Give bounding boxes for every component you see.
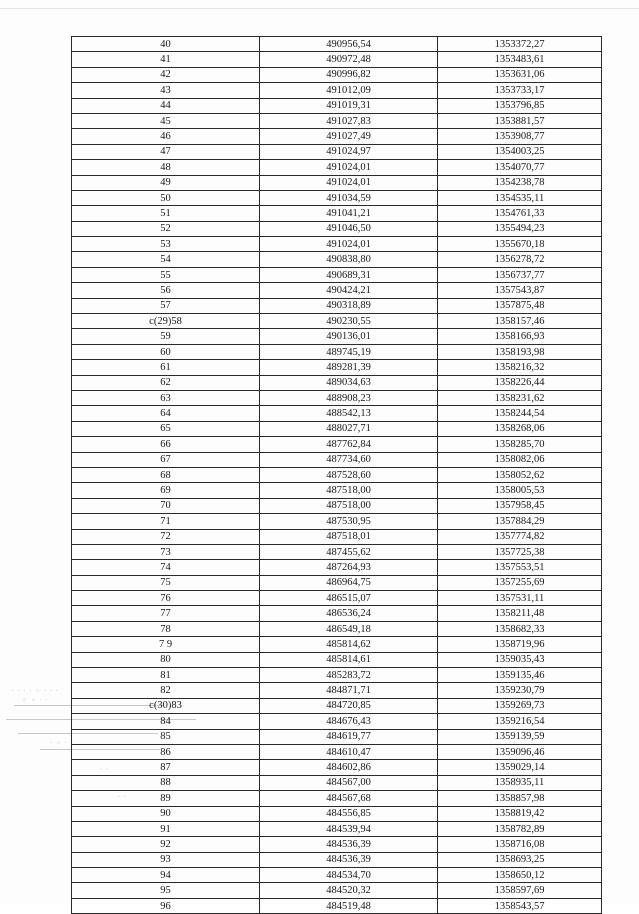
x-coordinate-cell: 491027,49 — [260, 129, 438, 144]
point-number-cell: 88 — [72, 775, 260, 790]
y-coordinate-cell: 1359096,46 — [438, 744, 602, 759]
table-row — [72, 498, 602, 513]
point-number-cell: 65 — [72, 421, 260, 436]
x-coordinate-cell: 490136,01 — [260, 329, 438, 344]
x-coordinate-cell: 484602,86 — [260, 760, 438, 775]
scan-noise: · ⁘ · · — [50, 740, 74, 747]
table-row — [72, 621, 602, 636]
point-number-cell: 93 — [72, 852, 260, 867]
point-number-cell: 96 — [72, 898, 260, 913]
point-number-cell: 84 — [72, 714, 260, 729]
table-row — [72, 868, 602, 883]
point-number-cell: 42 — [72, 67, 260, 82]
table-row — [72, 52, 602, 67]
x-coordinate-cell: 487455,62 — [260, 544, 438, 559]
point-number-cell: 46 — [72, 129, 260, 144]
point-number-cell: 53 — [72, 237, 260, 252]
y-coordinate-cell: 1357774,82 — [438, 529, 602, 544]
point-number-cell: 59 — [72, 329, 260, 344]
table-row — [72, 206, 602, 221]
table-row — [72, 329, 602, 344]
y-coordinate-cell: 1358082,06 — [438, 452, 602, 467]
y-coordinate-cell: 1358682,33 — [438, 621, 602, 636]
x-coordinate-cell: 489281,39 — [260, 360, 438, 375]
table-row — [72, 806, 602, 821]
y-coordinate-cell: 1359139,59 — [438, 729, 602, 744]
table-row — [72, 37, 602, 52]
x-coordinate-cell: 484567,00 — [260, 775, 438, 790]
y-coordinate-cell: 1358005,53 — [438, 483, 602, 498]
y-coordinate-cell: 1358052,62 — [438, 467, 602, 482]
table-row — [72, 237, 602, 252]
x-coordinate-cell: 489034,63 — [260, 375, 438, 390]
x-coordinate-cell: 490230,55 — [260, 314, 438, 329]
y-coordinate-cell: 1359135,46 — [438, 668, 602, 683]
point-number-cell: 44 — [72, 98, 260, 113]
point-number-cell: 41 — [72, 52, 260, 67]
coordinates-table — [71, 36, 602, 914]
x-coordinate-cell: 491012,09 — [260, 83, 438, 98]
x-coordinate-cell: 490972,48 — [260, 52, 438, 67]
scan-noise: · · — [100, 766, 109, 773]
table-row — [72, 344, 602, 359]
table-row — [72, 98, 602, 113]
table-row — [72, 483, 602, 498]
table-row — [72, 591, 602, 606]
point-number-cell: 52 — [72, 221, 260, 236]
point-number-cell: с(30)83 — [72, 698, 260, 713]
point-number-cell: 45 — [72, 113, 260, 128]
point-number-cell: 49 — [72, 175, 260, 190]
point-number-cell: 70 — [72, 498, 260, 513]
y-coordinate-cell: 1353908,77 — [438, 129, 602, 144]
x-coordinate-cell: 484676,43 — [260, 714, 438, 729]
x-coordinate-cell: 486549,18 — [260, 621, 438, 636]
x-coordinate-cell: 484536,39 — [260, 837, 438, 852]
table-row — [72, 221, 602, 236]
point-number-cell: 57 — [72, 298, 260, 313]
point-number-cell: 72 — [72, 529, 260, 544]
x-coordinate-cell: 485814,61 — [260, 652, 438, 667]
table-row — [72, 883, 602, 898]
point-number-cell: 81 — [72, 668, 260, 683]
table-row — [72, 314, 602, 329]
point-number-cell: 90 — [72, 806, 260, 821]
x-coordinate-cell: 487762,84 — [260, 437, 438, 452]
x-coordinate-cell: 484720,85 — [260, 698, 438, 713]
y-coordinate-cell: 1358719,96 — [438, 637, 602, 652]
point-number-cell: 95 — [72, 883, 260, 898]
y-coordinate-cell: 1357531,11 — [438, 591, 602, 606]
y-coordinate-cell: 1354761,33 — [438, 206, 602, 221]
x-coordinate-cell: 490318,89 — [260, 298, 438, 313]
table-row — [72, 252, 602, 267]
table-row — [72, 390, 602, 405]
table-row — [72, 606, 602, 621]
point-number-cell: 82 — [72, 683, 260, 698]
point-number-cell: 89 — [72, 791, 260, 806]
point-number-cell: 94 — [72, 868, 260, 883]
x-coordinate-cell: 487518,00 — [260, 498, 438, 513]
table-row — [72, 775, 602, 790]
table-row — [72, 83, 602, 98]
x-coordinate-cell: 484556,85 — [260, 806, 438, 821]
x-coordinate-cell: 487528,60 — [260, 467, 438, 482]
table-row — [72, 529, 602, 544]
y-coordinate-cell: 1353796,85 — [438, 98, 602, 113]
x-coordinate-cell: 488908,23 — [260, 390, 438, 405]
x-coordinate-cell: 484520,32 — [260, 883, 438, 898]
point-number-cell: 48 — [72, 160, 260, 175]
point-number-cell: 78 — [72, 621, 260, 636]
y-coordinate-cell: 1354535,11 — [438, 190, 602, 205]
point-number-cell: 62 — [72, 375, 260, 390]
table-row — [72, 175, 602, 190]
coordinates-table-body — [72, 37, 602, 914]
y-coordinate-cell: 1357884,29 — [438, 514, 602, 529]
point-number-cell: 55 — [72, 267, 260, 282]
x-coordinate-cell: 491024,01 — [260, 160, 438, 175]
x-coordinate-cell: 486536,24 — [260, 606, 438, 621]
point-number-cell: 60 — [72, 344, 260, 359]
table-row — [72, 821, 602, 836]
table-row — [72, 898, 602, 913]
x-coordinate-cell: 490996,82 — [260, 67, 438, 82]
x-coordinate-cell: 484610,47 — [260, 744, 438, 759]
table-row — [72, 360, 602, 375]
table-row — [72, 437, 602, 452]
point-number-cell: 63 — [72, 390, 260, 405]
y-coordinate-cell: 1353372,27 — [438, 37, 602, 52]
x-coordinate-cell: 484534,70 — [260, 868, 438, 883]
x-coordinate-cell: 484536,39 — [260, 852, 438, 867]
y-coordinate-cell: 1358650,12 — [438, 868, 602, 883]
y-coordinate-cell: 1358157,46 — [438, 314, 602, 329]
y-coordinate-cell: 1358231,62 — [438, 390, 602, 405]
point-number-cell: с(29)58 — [72, 314, 260, 329]
table-row — [72, 744, 602, 759]
x-coordinate-cell: 485814,62 — [260, 637, 438, 652]
x-coordinate-cell: 484619,77 — [260, 729, 438, 744]
y-coordinate-cell: 1358693,25 — [438, 852, 602, 867]
y-coordinate-cell: 1358716,08 — [438, 837, 602, 852]
table-row — [72, 668, 602, 683]
x-coordinate-cell: 491024,01 — [260, 237, 438, 252]
x-coordinate-cell: 488027,71 — [260, 421, 438, 436]
table-row — [72, 375, 602, 390]
table-row — [72, 113, 602, 128]
point-number-cell: 74 — [72, 560, 260, 575]
point-number-cell: 71 — [72, 514, 260, 529]
y-coordinate-cell: 1358226,44 — [438, 375, 602, 390]
point-number-cell: 80 — [72, 652, 260, 667]
point-number-cell: 68 — [72, 467, 260, 482]
table-row — [72, 467, 602, 482]
y-coordinate-cell: 1356278,72 — [438, 252, 602, 267]
y-coordinate-cell: 1354238,78 — [438, 175, 602, 190]
x-coordinate-cell: 487530,95 — [260, 514, 438, 529]
y-coordinate-cell: 1358166,93 — [438, 329, 602, 344]
x-coordinate-cell: 486515,07 — [260, 591, 438, 606]
point-number-cell: 64 — [72, 406, 260, 421]
scan-noise: ⁘ ⁘ · · — [22, 697, 49, 704]
x-coordinate-cell: 487518,00 — [260, 483, 438, 498]
y-coordinate-cell: 1358216,32 — [438, 360, 602, 375]
y-coordinate-cell: 1359029,14 — [438, 760, 602, 775]
table-row — [72, 637, 602, 652]
point-number-cell: 76 — [72, 591, 260, 606]
x-coordinate-cell: 487518,01 — [260, 529, 438, 544]
table-row — [72, 267, 602, 282]
y-coordinate-cell: 1358935,11 — [438, 775, 602, 790]
y-coordinate-cell: 1357725,38 — [438, 544, 602, 559]
x-coordinate-cell: 491041,21 — [260, 206, 438, 221]
table-row — [72, 452, 602, 467]
x-coordinate-cell: 486964,75 — [260, 575, 438, 590]
y-coordinate-cell: 1357875,48 — [438, 298, 602, 313]
point-number-cell: 43 — [72, 83, 260, 98]
table-row — [72, 791, 602, 806]
y-coordinate-cell: 1358782,89 — [438, 821, 602, 836]
y-coordinate-cell: 1358597,69 — [438, 883, 602, 898]
y-coordinate-cell: 1354003,25 — [438, 144, 602, 159]
table-row — [72, 698, 602, 713]
x-coordinate-cell: 488542,13 — [260, 406, 438, 421]
table-row — [72, 144, 602, 159]
point-number-cell: 75 — [72, 575, 260, 590]
x-coordinate-cell: 491024,01 — [260, 175, 438, 190]
y-coordinate-cell: 1358211,48 — [438, 606, 602, 621]
point-number-cell: 50 — [72, 190, 260, 205]
x-coordinate-cell: 490838,80 — [260, 252, 438, 267]
x-coordinate-cell: 490424,21 — [260, 283, 438, 298]
point-number-cell: 69 — [72, 483, 260, 498]
y-coordinate-cell: 1359035,43 — [438, 652, 602, 667]
x-coordinate-cell: 491027,83 — [260, 113, 438, 128]
x-coordinate-cell: 489745,19 — [260, 344, 438, 359]
x-coordinate-cell: 487734,60 — [260, 452, 438, 467]
point-number-cell: 61 — [72, 360, 260, 375]
table-row — [72, 190, 602, 205]
point-number-cell: 66 — [72, 437, 260, 452]
y-coordinate-cell: 1358543,57 — [438, 898, 602, 913]
y-coordinate-cell: 1355670,18 — [438, 237, 602, 252]
point-number-cell: 54 — [72, 252, 260, 267]
point-number-cell: 51 — [72, 206, 260, 221]
table-row — [72, 714, 602, 729]
point-number-cell: 91 — [72, 821, 260, 836]
x-coordinate-cell: 491046,50 — [260, 221, 438, 236]
x-coordinate-cell: 484519,48 — [260, 898, 438, 913]
y-coordinate-cell: 1358285,70 — [438, 437, 602, 452]
point-number-cell: 56 — [72, 283, 260, 298]
table-row — [72, 760, 602, 775]
table-row — [72, 514, 602, 529]
point-number-cell: 87 — [72, 760, 260, 775]
table-row — [72, 129, 602, 144]
y-coordinate-cell: 1354070,77 — [438, 160, 602, 175]
table-row — [72, 544, 602, 559]
table-row — [72, 298, 602, 313]
table-row — [72, 729, 602, 744]
y-coordinate-cell: 1353631,06 — [438, 67, 602, 82]
x-coordinate-cell: 484871,71 — [260, 683, 438, 698]
table-row — [72, 67, 602, 82]
y-coordinate-cell: 1353881,57 — [438, 113, 602, 128]
y-coordinate-cell: 1358244,54 — [438, 406, 602, 421]
x-coordinate-cell: 490956,54 — [260, 37, 438, 52]
table-row — [72, 575, 602, 590]
x-coordinate-cell: 491034,59 — [260, 190, 438, 205]
point-number-cell: 85 — [72, 729, 260, 744]
point-number-cell: 73 — [72, 544, 260, 559]
table-row — [72, 560, 602, 575]
scan-noise: · · · · ⁘ · · · — [12, 688, 59, 695]
table-row — [72, 683, 602, 698]
x-coordinate-cell: 491024,97 — [260, 144, 438, 159]
y-coordinate-cell: 1357958,45 — [438, 498, 602, 513]
table-row — [72, 852, 602, 867]
x-coordinate-cell: 490689,31 — [260, 267, 438, 282]
y-coordinate-cell: 1359216,54 — [438, 714, 602, 729]
y-coordinate-cell: 1358819,42 — [438, 806, 602, 821]
table-row — [72, 837, 602, 852]
point-number-cell: 47 — [72, 144, 260, 159]
point-number-cell: 86 — [72, 744, 260, 759]
table-row — [72, 160, 602, 175]
point-number-cell: 77 — [72, 606, 260, 621]
y-coordinate-cell: 1358268,06 — [438, 421, 602, 436]
scan-noise: · · — [118, 794, 127, 801]
table-row — [72, 406, 602, 421]
point-number-cell: 40 — [72, 37, 260, 52]
y-coordinate-cell: 1357543,87 — [438, 283, 602, 298]
point-number-cell: 92 — [72, 837, 260, 852]
y-coordinate-cell: 1356737,77 — [438, 267, 602, 282]
table-row — [72, 421, 602, 436]
y-coordinate-cell: 1357553,51 — [438, 560, 602, 575]
y-coordinate-cell: 1355494,23 — [438, 221, 602, 236]
page-top-edge — [0, 8, 639, 9]
x-coordinate-cell: 484539,94 — [260, 821, 438, 836]
y-coordinate-cell: 1358857,98 — [438, 791, 602, 806]
y-coordinate-cell: 1359230,79 — [438, 683, 602, 698]
y-coordinate-cell: 1353483,61 — [438, 52, 602, 67]
table-row — [72, 652, 602, 667]
x-coordinate-cell: 487264,93 — [260, 560, 438, 575]
point-number-cell: 67 — [72, 452, 260, 467]
x-coordinate-cell: 484567,68 — [260, 791, 438, 806]
table-row — [72, 283, 602, 298]
y-coordinate-cell: 1353733,17 — [438, 83, 602, 98]
x-coordinate-cell: 485283,72 — [260, 668, 438, 683]
x-coordinate-cell: 491019,31 — [260, 98, 438, 113]
y-coordinate-cell: 1358193,98 — [438, 344, 602, 359]
point-number-cell: 7 9 — [72, 637, 260, 652]
y-coordinate-cell: 1359269,73 — [438, 698, 602, 713]
y-coordinate-cell: 1357255,69 — [438, 575, 602, 590]
